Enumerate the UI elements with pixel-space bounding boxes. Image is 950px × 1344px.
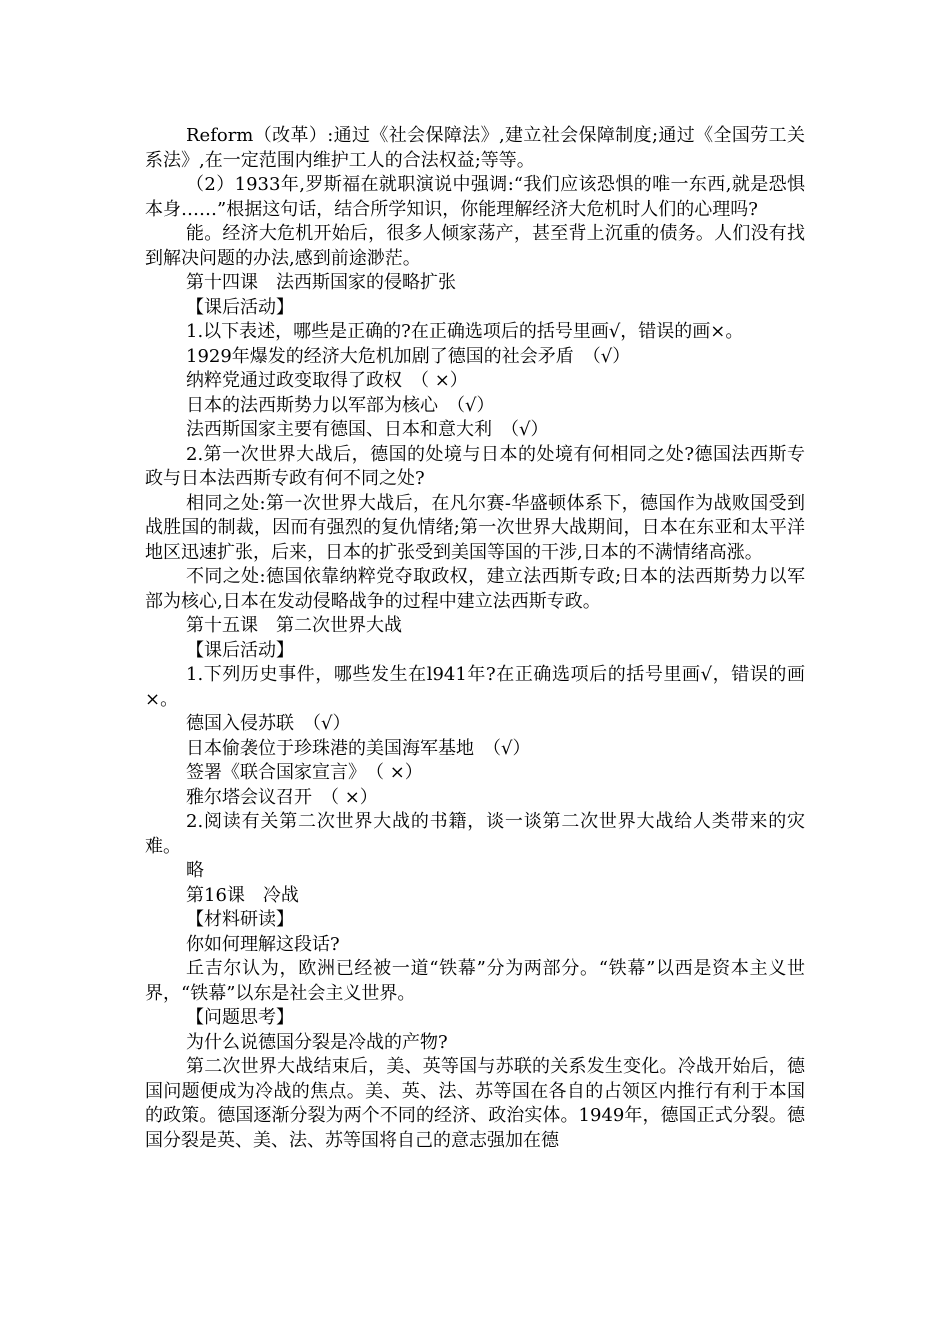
statement-item: 1929年爆发的经济大危机加剧了德国的社会矛盾 （√） — [186, 345, 631, 367]
section-heading: 【问题思考】 — [186, 1007, 294, 1028]
paragraph-reform: Reform（改革）:通过《社会保障法》,建立社会保障制度;通过《全国劳工关系法》,在一定范围内维护工人的合法权益;等等。 — [145, 125, 805, 171]
lesson-14-title: 第十四课 法西斯国家的侵略扩张 — [186, 272, 456, 293]
question-2: 2.第一次世界大战后，德国的处境与日本的处境有何相同之处?德国法西斯专政与日本法西斯专政有何不同之处? — [145, 443, 805, 489]
statement-item: 德国入侵苏联 （√） — [186, 713, 351, 734]
statement-item: 日本的法西斯势力以军部为核心 （√） — [186, 394, 495, 416]
paragraph-question-2: （2）1933年,罗斯福在就职演说中强调:“我们应该恐惧的唯一东西,就是恐惧本身……”根据这句话，结合所学知识，你能理解经济大危机时人们的心理吗? — [145, 174, 805, 220]
document-body — [145, 124, 805, 1153]
paragraph-answer-2: 能。经济大危机开始后，很多人倾家荡产，甚至背上沉重的债务。人们没有找到解决问题的办法,感到前途渺茫。 — [145, 223, 805, 269]
statement-item: 雅尔塔会议召开 （ ×） — [186, 786, 378, 808]
thinking-question: 为什么说德国分裂是冷战的产物? — [186, 1031, 448, 1053]
section-heading: 【课后活动】 — [186, 296, 294, 318]
statement-item: 纳粹党通过政变取得了政权 （ ×） — [186, 370, 468, 391]
answer-difference: 不同之处:德国依靠纳粹党夺取政权，建立法西斯专政;日本的法西斯势力以军部为核心,日本在发动侵略战争的过程中建立法西斯专政。 — [145, 566, 805, 612]
statement-item: 日本偷袭位于珍珠港的美国海军基地 （√） — [186, 737, 531, 759]
question-1: 1.以下表述，哪些是正确的?在正确选项后的括号里画√，错误的画×。 — [186, 321, 744, 342]
material-question: 你如何理解这段话? — [186, 933, 340, 955]
statement-item: 法西斯国家主要有德国、日本和意大利 （√） — [186, 419, 549, 440]
lesson-15-title: 第十五课 第二次世界大战 — [186, 615, 402, 636]
answer-omitted: 略 — [186, 860, 204, 881]
material-answer: 丘吉尔认为，欧洲已经被一道“铁幕”分为两部分。“铁幕”以西是资本主义世界，“铁幕”以东是社会主义世界。 — [145, 958, 805, 1004]
thinking-answer: 第二次世界大战结束后，美、英等国与苏联的关系发生变化。冷战开始后，德国问题便成为冷战的焦点。美、英、法、苏等国在各自的占领区内推行有利于本国的政策。德国逐渐分裂为两个不同的经济、政治实体。1949年，德国正式分裂。德国分裂是英、美、法、苏等国将自己的意志强加在德 — [145, 1056, 805, 1151]
answer-similarity: 相同之处:第一次世界大战后，在凡尔赛-华盛顿体系下，德国作为战败国受到战胜国的制裁，因而有强烈的复仇情绪;第一次世界大战期间，日本在东亚和太平洋地区迅速扩张，后来，日本的扩张受到美国等国的干涉,日本的不满情绪高涨。 — [145, 492, 805, 563]
section-heading: 【课后活动】 — [186, 639, 294, 661]
question-1: 1.下列历史事件，哪些发生在l941年?在正确选项后的括号里画√，错误的画×。 — [145, 664, 805, 710]
statement-item: 签署《联合国家宣言》 （ ×） — [186, 762, 423, 783]
lesson-16-title: 第16课 冷战 — [186, 884, 299, 906]
section-heading: 【材料研读】 — [186, 909, 294, 930]
question-2: 2.阅读有关第二次世界大战的书籍，谈一谈第二次世界大战给人类带来的灾难。 — [145, 811, 805, 857]
